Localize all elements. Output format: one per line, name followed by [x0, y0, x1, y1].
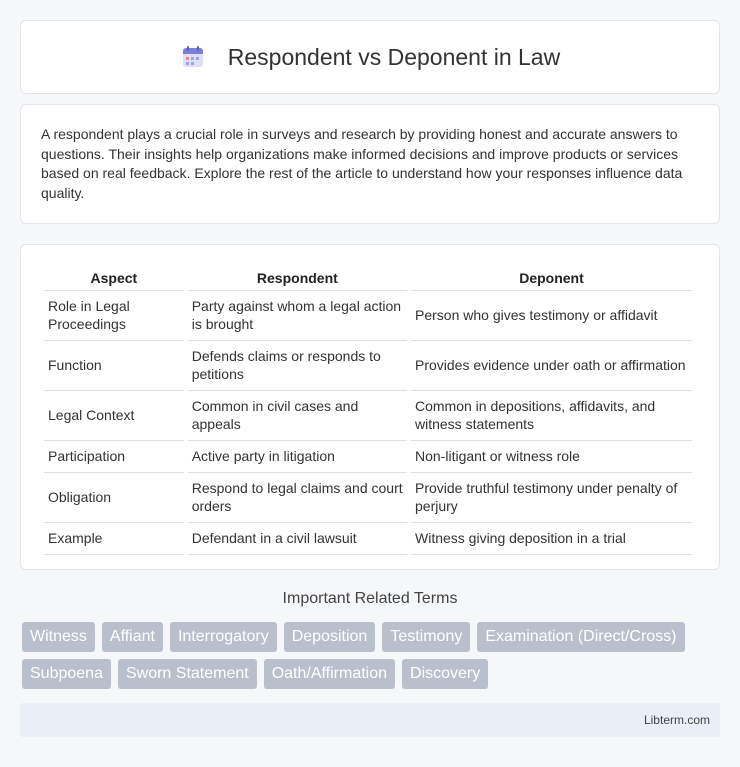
tag-interrogatory[interactable]: Interrogatory — [170, 622, 277, 652]
tag-testimony[interactable]: Testimony — [382, 622, 470, 652]
tag-affiant[interactable]: Affiant — [102, 622, 163, 652]
table-header-row — [44, 265, 692, 291]
tag-subpoena[interactable]: Subpoena — [22, 659, 111, 689]
table-row — [44, 291, 692, 341]
related-terms-title: Important Related Terms — [282, 590, 458, 607]
table-cell: Common in depositions, affidavits, and witness statements — [411, 391, 692, 441]
table-cell: Obligation — [44, 473, 184, 523]
table-cell: Defends claims or responds to petitions — [188, 341, 407, 391]
table-cell: Example — [44, 523, 184, 555]
table-cell: Witness giving deposition in a trial — [411, 523, 692, 555]
table-row — [44, 391, 692, 441]
intro-card — [20, 104, 720, 224]
tag-examination[interactable]: Examination (Direct/Cross) — [477, 622, 684, 652]
page-title: Respondent vs Deponent in Law — [227, 43, 561, 70]
related-terms-list — [22, 622, 722, 696]
table-cell: Provide truthful testimony under penalty of perjury — [411, 473, 692, 523]
table-cell: Defendant in a civil lawsuit — [188, 523, 407, 555]
table-cell: Person who gives testimony or affidavit — [411, 291, 692, 341]
table-cell: Function — [44, 341, 184, 391]
table-row — [44, 341, 692, 391]
table-row — [44, 441, 692, 473]
tag-deposition[interactable]: Deposition — [284, 622, 376, 652]
footer-brand-link[interactable]: Libterm.com — [643, 713, 710, 727]
calendar-icon — [180, 44, 206, 70]
table-cell: Participation — [44, 441, 184, 473]
tag-witness[interactable]: Witness — [22, 622, 95, 652]
comparison-card — [20, 244, 720, 570]
table-cell: Common in civil cases and appeals — [188, 391, 407, 441]
header-deponent: Deponent — [411, 265, 692, 291]
table-cell: Active party in litigation — [188, 441, 407, 473]
table-cell: Provides evidence under oath or affirmation — [411, 341, 692, 391]
footer — [20, 703, 720, 737]
tag-oath-affirmation[interactable]: Oath/Affirmation — [264, 659, 395, 689]
table-row — [44, 473, 692, 523]
table-cell: Party against whom a legal action is brought — [188, 291, 407, 341]
header-aspect: Aspect — [44, 265, 184, 291]
table-cell: Role in Legal Proceedings — [44, 291, 184, 341]
header-card — [20, 20, 720, 94]
intro-text: A respondent plays a crucial role in surveys and research by providing honest and accurate answers to questions. Their insights help organizations make informed decisions and improve products or services based on real feedback. Explore the rest of the article to understand how your responses influence data quality. — [41, 126, 683, 201]
table-cell: Non-litigant or witness role — [411, 441, 692, 473]
tag-discovery[interactable]: Discovery — [402, 659, 488, 689]
table-cell: Respond to legal claims and court orders — [188, 473, 407, 523]
table-cell: Legal Context — [44, 391, 184, 441]
header-respondent: Respondent — [188, 265, 407, 291]
table-row — [44, 523, 692, 555]
tag-sworn-statement[interactable]: Sworn Statement — [118, 659, 257, 689]
comparison-table — [40, 265, 696, 555]
